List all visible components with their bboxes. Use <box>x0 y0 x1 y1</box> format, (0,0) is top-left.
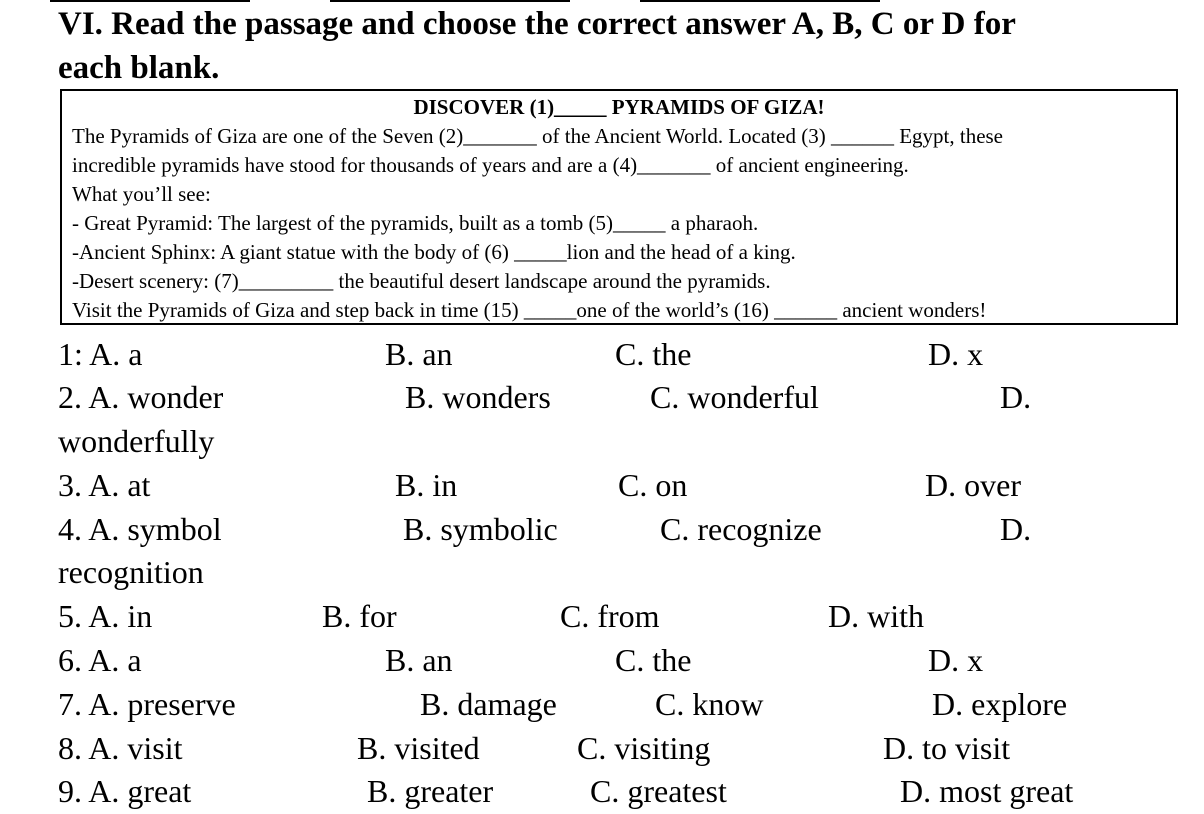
question-row-4 <box>0 507 1204 551</box>
passage-line: - Great Pyramid: The largest of the pyramids, built as a tomb (5)_____ a pharaoh. <box>72 211 759 235</box>
option-b: B. an <box>385 642 453 678</box>
option-c: C. greatest <box>590 773 727 809</box>
option-b: B. symbolic <box>403 511 558 547</box>
option-a: 3. A. at <box>58 467 151 503</box>
question-row-6 <box>0 638 1204 682</box>
option-d: D. x <box>928 642 984 678</box>
question-row-2 <box>0 375 1204 419</box>
option-c: C. from <box>560 598 660 634</box>
option-a: 8. A. visit <box>58 730 183 766</box>
passage-line: What you’ll see: <box>72 182 211 206</box>
question-row-1 <box>0 332 1204 376</box>
passage-line: incredible pyramids have stood for thousands of years and are a (4)_______ of ancient engineering. <box>72 153 909 177</box>
question-row-9 <box>0 769 1204 813</box>
option-b: B. visited <box>357 730 480 766</box>
option-b: B. for <box>322 598 397 634</box>
passage-line: Visit the Pyramids of Giza and step back in time (15) _____one of the world’s (16) ______ ancient wonders! <box>72 298 987 322</box>
option-d-continued: recognition <box>58 554 204 590</box>
option-c: C. wonderful <box>650 379 819 415</box>
option-a: 5. A. in <box>58 598 153 634</box>
option-d: D. to visit <box>883 730 1011 766</box>
option-a: 2. A. wonder <box>58 379 224 415</box>
option-d: D. <box>1000 511 1032 547</box>
option-d: D. with <box>828 598 924 634</box>
option-d-continued: wonderfully <box>58 423 215 459</box>
passage-box <box>60 89 1178 325</box>
passage-line: The Pyramids of Giza are one of the Seven (2)_______ of the Ancient World. Located (3) ______ Egypt, these <box>72 124 1004 148</box>
exercise-heading-line-2: each blank. <box>58 50 220 86</box>
option-c: C. visiting <box>577 730 711 766</box>
option-a: 9. A. great <box>58 773 192 809</box>
option-d: D. x <box>928 336 984 372</box>
question-row-8 <box>0 726 1204 770</box>
passage-line: -Ancient Sphinx: A giant statue with the body of (6) _____lion and the head of a king. <box>72 240 796 264</box>
option-c: C. know <box>655 686 764 722</box>
option-a: 6. A. a <box>58 642 142 678</box>
option-c: C. on <box>618 467 688 503</box>
exercise-heading <box>58 2 1198 90</box>
option-b: B. greater <box>367 773 494 809</box>
option-a: 7. A. preserve <box>58 686 236 722</box>
option-d: D. most great <box>900 773 1074 809</box>
option-b: B. in <box>395 467 458 503</box>
passage-line: -Desert scenery: (7)_________ the beautiful desert landscape around the pyramids. <box>72 269 771 293</box>
question-row-3 <box>0 463 1204 507</box>
option-d: D. explore <box>932 686 1068 722</box>
option-c: C. the <box>615 642 692 678</box>
passage-title: DISCOVER (1)_____ PYRAMIDS OF GIZA! <box>413 95 825 119</box>
question-row-5 <box>0 594 1204 638</box>
exercise-heading-line-1: VI. Read the passage and choose the correct answer A, B, C or D for <box>58 6 1016 42</box>
option-a: 4. A. symbol <box>58 511 222 547</box>
option-b: B. an <box>385 336 453 372</box>
option-d: D. <box>1000 379 1032 415</box>
option-b: B. damage <box>420 686 557 722</box>
option-b: B. wonders <box>405 379 551 415</box>
option-c: C. the <box>615 336 692 372</box>
option-d: D. over <box>925 467 1021 503</box>
option-a: 1: A. a <box>58 336 143 372</box>
option-c: C. recognize <box>660 511 822 547</box>
question-row-7 <box>0 682 1204 726</box>
